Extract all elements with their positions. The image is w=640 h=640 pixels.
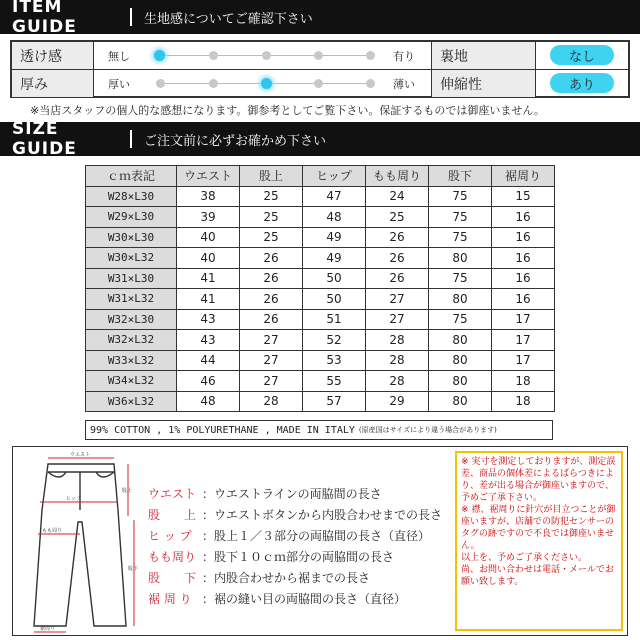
table-cell: 15 [492, 186, 555, 207]
caution-text: ※ 実寸を測定しておりますが、測定誤差、商品の個体差によるばらつきにより、差が出る場合が御座いますので、予めご了承下さい。 [461, 457, 616, 503]
table-cell: 26 [366, 268, 429, 289]
divider [130, 8, 132, 26]
table-cell: 50 [303, 289, 366, 310]
table-cell: 47 [303, 186, 366, 207]
diagram-label-hip: ヒップ [66, 496, 81, 502]
table-cell: 24 [366, 186, 429, 207]
table-cell: 26 [240, 268, 303, 289]
divider [130, 130, 132, 148]
table-row [86, 391, 555, 412]
table-cell: 41 [177, 289, 240, 310]
table-cell: 75 [429, 268, 492, 289]
table-cell: 28 [366, 350, 429, 371]
size-label-cell: W28×L30 [86, 186, 177, 207]
scale-low-label: 厚い [108, 78, 130, 91]
table-row [86, 289, 555, 310]
table-cell: 46 [177, 371, 240, 392]
table-row [86, 227, 555, 248]
definition-desc: ：ウエストボタンから内股合わせまでの長さ [202, 508, 443, 522]
table-row [86, 248, 555, 269]
table-cell: 48 [177, 391, 240, 412]
size-label-cell: W34×L32 [86, 371, 177, 392]
table-cell: 80 [429, 248, 492, 269]
table-cell: 26 [366, 248, 429, 269]
table-cell: 80 [429, 330, 492, 351]
definition-item [148, 484, 442, 505]
size-label-cell: W30×L32 [86, 248, 177, 269]
table-cell: 50 [303, 268, 366, 289]
item-guide-title: ITEM GUIDE [12, 0, 77, 37]
column-header: もも周り [366, 166, 429, 187]
table-cell: 25 [366, 207, 429, 228]
table-cell: 16 [492, 248, 555, 269]
table-cell: 52 [303, 330, 366, 351]
column-header: ｃｍ表記 [86, 166, 177, 187]
table-cell: 28 [366, 371, 429, 392]
table-cell: 26 [240, 248, 303, 269]
definition-term: 股 上 [148, 508, 197, 522]
table-cell: 55 [303, 371, 366, 392]
definition-desc: ：裾の縫い目の両脇間の長さ（直径） [202, 592, 407, 606]
level-dot [366, 79, 375, 88]
table-row [86, 309, 555, 330]
table-cell: 57 [303, 391, 366, 412]
table-cell: 27 [366, 289, 429, 310]
size-label-cell: W32×L30 [86, 309, 177, 330]
table-cell: 26 [240, 289, 303, 310]
level-scale [94, 70, 432, 97]
table-cell: 16 [492, 227, 555, 248]
level-dot [209, 79, 218, 88]
level-dot [156, 79, 165, 88]
column-header: ウエスト [177, 166, 240, 187]
table-cell: 29 [366, 391, 429, 412]
table-cell: 53 [303, 350, 366, 371]
row-label: 透け感 [12, 42, 94, 69]
definition-term: 股 下 [148, 571, 197, 585]
definition-desc: ：内股合わせから裾までの長さ [202, 571, 371, 585]
size-label-cell: W32×L32 [86, 330, 177, 351]
table-cell: 27 [366, 309, 429, 330]
table-cell: 16 [492, 268, 555, 289]
caution-text: 以上を、予めご了承ください。 [461, 553, 588, 563]
level-dot [209, 51, 218, 60]
size-label-cell: W30×L30 [86, 227, 177, 248]
level-dot [314, 51, 323, 60]
jeans-diagram [18, 450, 142, 636]
definition-item [148, 589, 442, 610]
definition-item [148, 526, 442, 547]
table-cell: 48 [303, 207, 366, 228]
attr-value-badge: なし [550, 45, 614, 65]
size-label-cell: W29×L30 [86, 207, 177, 228]
material-text: 99% COTTON , 1% POLYURETHANE , MADE IN ITALY [90, 424, 355, 436]
table-cell: 40 [177, 227, 240, 248]
table-cell: 17 [492, 350, 555, 371]
table-cell: 40 [177, 248, 240, 269]
table-cell: 75 [429, 186, 492, 207]
diagram-label-inseam: 股下 [128, 566, 139, 572]
table-cell: 18 [492, 391, 555, 412]
table-row [86, 268, 555, 289]
size-label-cell: W36×L32 [86, 391, 177, 412]
definition-term: 裾 周 り [148, 592, 192, 606]
size-guide-subtitle: ご注文前に必ずお確かめ下さい [144, 133, 327, 149]
table-row [86, 330, 555, 351]
table-cell: 75 [429, 207, 492, 228]
scale-low-label: 無し [108, 50, 130, 63]
table-cell: 44 [177, 350, 240, 371]
material-line [85, 420, 553, 440]
table-cell: 75 [429, 309, 492, 330]
diagram-label-waist: ウエスト [70, 452, 91, 458]
caution-box [455, 451, 623, 631]
table-cell: 28 [240, 391, 303, 412]
table-cell: 43 [177, 330, 240, 351]
level-dot-active [261, 78, 272, 89]
level-dot [366, 51, 375, 60]
table-cell: 17 [492, 330, 555, 351]
definition-term: ウエスト [148, 487, 197, 501]
table-cell: 17 [492, 309, 555, 330]
table-cell: 38 [177, 186, 240, 207]
definition-desc: ：股下１０ｃｍ部分の両脇間の長さ [202, 550, 395, 564]
attr-label: 裏地 [432, 42, 536, 69]
table-cell: 25 [240, 186, 303, 207]
attr-value-badge: あり [550, 73, 614, 93]
table-cell: 80 [429, 391, 492, 412]
table-cell: 49 [303, 227, 366, 248]
diagram-label-thigh: もも周り [42, 528, 63, 534]
size-guide-header [0, 119, 640, 159]
attr-label: 伸縮性 [432, 70, 536, 97]
column-header: 股上 [240, 166, 303, 187]
row-label: 厚み [12, 70, 94, 97]
diagram-label-rise: 股上 [122, 488, 133, 494]
diagram-label-hem: 裾周り [40, 626, 56, 632]
table-cell: 26 [240, 309, 303, 330]
table-cell: 39 [177, 207, 240, 228]
table-row [86, 350, 555, 371]
table-cell: 80 [429, 289, 492, 310]
table-cell: 25 [240, 227, 303, 248]
scale-high-label: 薄い [393, 78, 415, 91]
scale-high-label: 有り [393, 50, 415, 63]
definition-term: ヒ ッ プ [148, 529, 192, 543]
table-cell: 25 [240, 207, 303, 228]
table-row [86, 186, 555, 207]
level-dot [314, 79, 323, 88]
definition-list [148, 484, 442, 610]
item-guide-header [0, 0, 640, 37]
definition-desc: ：ウエストラインの両脇間の長さ [202, 487, 382, 501]
material-note: (原産国はサイズにより違う場合があります) [358, 426, 497, 434]
level-dot [262, 51, 271, 60]
table-cell: 27 [240, 350, 303, 371]
table-cell: 16 [492, 207, 555, 228]
table-cell: 28 [366, 330, 429, 351]
caution-text: ※ 襟、裾周りに針穴が目立つことが御座いますが、店舗での防犯センサーのタグの跡ですので不良では御座いません。 [461, 505, 616, 551]
size-label-cell: W31×L32 [86, 289, 177, 310]
table-row [86, 207, 555, 228]
table-cell: 75 [429, 227, 492, 248]
table-cell: 27 [240, 330, 303, 351]
table-cell: 80 [429, 350, 492, 371]
table-cell: 18 [492, 371, 555, 392]
definition-item [148, 547, 442, 568]
definition-term: もも周り [148, 550, 197, 564]
table-cell: 51 [303, 309, 366, 330]
staff-note: ※当店スタッフの個人的な感想になります。御参考としてご覧下さい。保証するものでは御座いません。 [30, 104, 545, 117]
definition-item [148, 568, 442, 589]
fabric-row-transparency [12, 42, 628, 70]
level-dot-active [154, 50, 165, 61]
column-header: 股下 [429, 166, 492, 187]
size-label-cell: W33×L32 [86, 350, 177, 371]
table-header-row [86, 166, 555, 187]
fabric-row-thickness [12, 70, 628, 97]
size-label-cell: W31×L30 [86, 268, 177, 289]
table-cell: 26 [366, 227, 429, 248]
column-header: ヒップ [303, 166, 366, 187]
level-scale [94, 42, 432, 69]
definition-desc: ：股上１／３部分の両脇間の長さ（直径） [202, 529, 431, 543]
table-cell: 41 [177, 268, 240, 289]
caution-text: 尚、お問い合わせは電話・メールでお願い致します。 [461, 565, 614, 587]
table-cell: 27 [240, 371, 303, 392]
item-guide-subtitle: 生地感についてご確認下さい [144, 11, 313, 27]
table-cell: 43 [177, 309, 240, 330]
size-guide-title: SIZE GUIDE [12, 119, 77, 159]
definition-item [148, 505, 442, 526]
table-cell: 16 [492, 289, 555, 310]
table-cell: 49 [303, 248, 366, 269]
table-cell: 80 [429, 371, 492, 392]
size-table [85, 165, 555, 412]
fabric-guide [10, 40, 630, 98]
column-header: 裾周り [492, 166, 555, 187]
table-row [86, 371, 555, 392]
